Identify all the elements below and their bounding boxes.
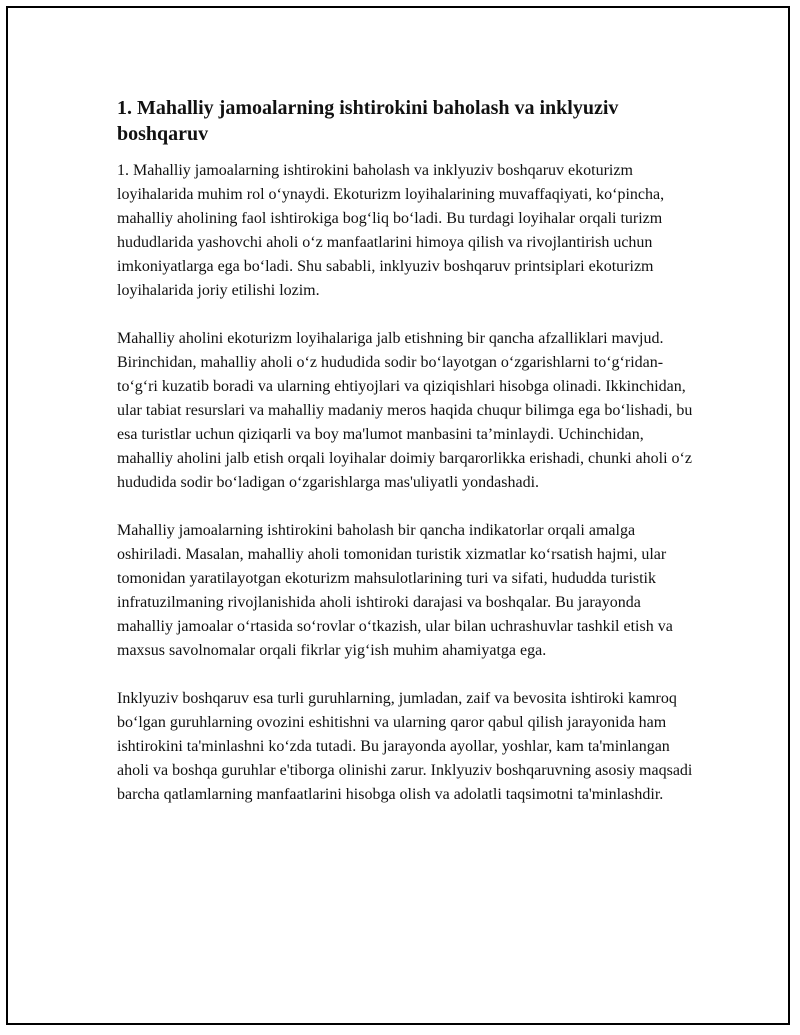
paragraph-4: Inklyuziv boshqaruv esa turli guruhlarning, jumladan, zaif va bevosita ishtiroki kamroq bo‘lgan guruhlarning ovozini eshitishni va ularning qaror qabul qilish jarayonida ham ishtirokini ta'minlashni ko‘zda tutadi. Bu jarayonda ayollar, yoshlar, kam ta'minlangan aholi va boshqa guruhlar e'tiborga olinishi zarur. Inklyuziv boshqaruvning asosiy maqsadi barcha qatlamlarning manfaatlarini hisobga olish va adolatli taqsimotni ta'minlashdir. bbox=[117, 690, 693, 803]
paragraph-1: 1. Mahalliy jamoalarning ishtirokini baholash va inklyuziv boshqaruv ekoturizm loyihalarida muhim rol o‘ynaydi. Ekoturizm loyihalarining muvaffaqiyati, ko‘pincha, mahalliy aholining faol ishtirokiga bog‘liq bo‘ladi. Bu turdagi loyihalar orqali turizm hududlarida yashovchi aholi o‘z manfaatlarini himoya qilish va rivojlantirish uchun imkoniyatlarga ega bo‘ladi. Shu sababli, inklyuziv boshqaruv printsiplari ekoturizm loyihalarida joriy etilishi lozim. bbox=[117, 162, 665, 299]
paragraph-3: Mahalliy jamoalarning ishtirokini baholash bir qancha indikatorlar orqali amalga oshiriladi. Masalan, mahalliy aholi tomonidan turistik xizmatlar ko‘rsatish hajmi, ular tomonidan yaratilayotgan ekoturizm mahsulotlarining turi va sifati, hududda turistik infratuzilmaning rivojlanishida aholi ishtiroki darajasi va boshqalar. Bu jarayonda mahalliy jamoalar o‘rtasida so‘rovlar o‘tkazish, ular bilan uchrashuvlar tashkil etish va maxsus savolnomalar orqali fikrlar yig‘ish muhim ahamiyatga ega. bbox=[117, 522, 673, 659]
section-heading: 1. Mahalliy jamoalarning ishtirokini baholash va inklyuziv boshqaruv bbox=[117, 97, 619, 145]
paragraph-2: Mahalliy aholini ekoturizm loyihalariga jalb etishning bir qancha afzalliklari mavjud. Birinchidan, mahalliy aholi o‘z hududida sodir bo‘layotgan o‘zgarishlarni to‘g‘ridan-to‘g‘ri kuzatib boradi va ularning ehtiyojlari va qiziqishlari hisobga olinadi. Ikkinchidan, ular tabiat resurslari va mahalliy madaniy meros haqida chuqur bilimga ega bo‘lishadi, bu esa turistlar uchun qiziqarli va boy ma'lumot manbasini ta’minlaydi. Uchinchidan, mahalliy aholini jalb etish orqali loyihalar doimiy barqarorlikka erishadi, chunki aholi o‘z hududida sodir bo‘ladigan o‘zgarishlarga mas'uliyatli yondashadi. bbox=[117, 330, 693, 491]
document-body bbox=[117, 95, 697, 831]
